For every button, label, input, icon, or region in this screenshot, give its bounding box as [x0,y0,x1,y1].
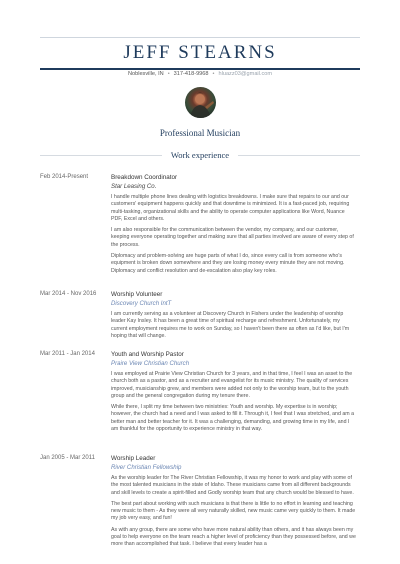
entry-dates: Mar 2011 - Jan 2014 [40,351,95,357]
entry-paragraph: As with any group, there are some who have more natural ability than others, and it has always been my goal to help everyone on the team reach a higher level of proficiency than they possessed before, and we more than accomplished that task. I believe that every leader has a [111,526,356,548]
entry-paragraph: As the worship leader for The River Christian Fellowship, it was my honor to work and play with some of the most talented musicians in the state of Idaho. These musicians came from all different backgrounds and skill levels to create a spirit-filled and Godly worship team that any church would be blessed to have. [111,475,354,496]
entry-role: Worship Volunteer [111,291,163,298]
entry-paragraph: The best part about working with such musicians is that there is little to no effort in learning and teaching new music to them - As they were all very naturally skilled, new music came very quickly to them. It made my job very easy, and fun! [111,500,356,522]
separator-dot-icon: • [167,71,170,77]
entry-company: Praire View Christian Church [111,360,190,367]
entry-paragraph: Diplomacy and problem-solving are huge parts of what I do, since every call is from someone who's equipment is broken down somewhere and they are losing money every minute they are not moving. Diplomacy and conflict resolution and de-escalation also play key roles. [111,253,345,274]
section-header-work-experience [40,149,360,161]
candidate-name: JEFF STEARNS [123,42,277,63]
contact-line [0,71,400,77]
entry-paragraph: I was employed at Prairie View Christian Church for 3 years, and in that time, I feel I was an asset to the church both as a pastor, and as a recruiter and evangelist for its music ministry. The quality of services improved, musicianship grew, and members were added not only to the worship team, but to the youth group and the general congregation during my tenure there. [111,371,353,399]
entry-paragraph: While there, I split my time between two ministries: Youth and worship. My expertise is in worship; however, the church had a need and I was asked to fill it. Through it, I feel that I was stretched, and am a better man and better teacher for it. It was a challenging, demanding, and growing time in my life, and I am thankful for the opportunity to experience ministry in that way. [111,404,355,433]
entry-role: Youth and Worship Pastor [111,351,184,358]
name-header [40,37,360,70]
email-link[interactable]: hluazz03@gmail.com [218,71,273,77]
entry-role: Breakdown Coordinator [111,174,178,181]
location-text: Noblesville, IN [127,71,164,77]
avatar-photo-icon [185,87,216,118]
entry-paragraph: I handle multiple phone lines dealing with logistics breakdowns. I make sure that repairs to our and our customers' equipment happens quickly and that downtime is minimized. It is a fast-paced job, requiring multi-tasking, organizational skills and the ability to operate computer applications like Word, Nuance PDF, Excel and others. [111,194,350,222]
entry-role: Worship Leader [111,455,156,462]
entry-dates: Feb 2014-Present [40,174,89,180]
job-title: Professional Musician [159,128,241,138]
entry-dates: Jan 2005 - Mar 2011 [40,455,95,461]
entry-company: Discovery Church IntT [111,300,172,307]
entry-description [111,311,356,344]
entry-company: Star Leasing Co. [111,183,157,190]
phone-text: 317-418-9968 [173,71,209,77]
divider [238,155,360,156]
divider [40,155,162,156]
avatar [185,87,216,118]
entry-company: River Christian Fellowship [111,464,182,471]
separator-dot-icon: • [212,71,215,77]
entry-description [111,475,356,553]
entry-description [111,371,356,437]
entry-dates: Mar 2014 - Nov 2016 [40,291,97,297]
section-title: Work experience [170,150,230,160]
entry-paragraph: I am currently serving as a volunteer at Discovery Church in Fishers under the leadership of worship leader Kay Insley. It has been a great time of spiritual recharge and refreshment. Unfortunately, my current employment requires me to work on Sunday, so I haven't been there as often as I'd like, but I'm hoping that will change. [111,311,350,339]
entry-paragraph: I am also responsible for the communication between the vendor, my company, and our customer, keeping everyone operating together and making sure that all parties involved are aware of every step of the process. [111,227,354,248]
entry-description [111,194,356,279]
